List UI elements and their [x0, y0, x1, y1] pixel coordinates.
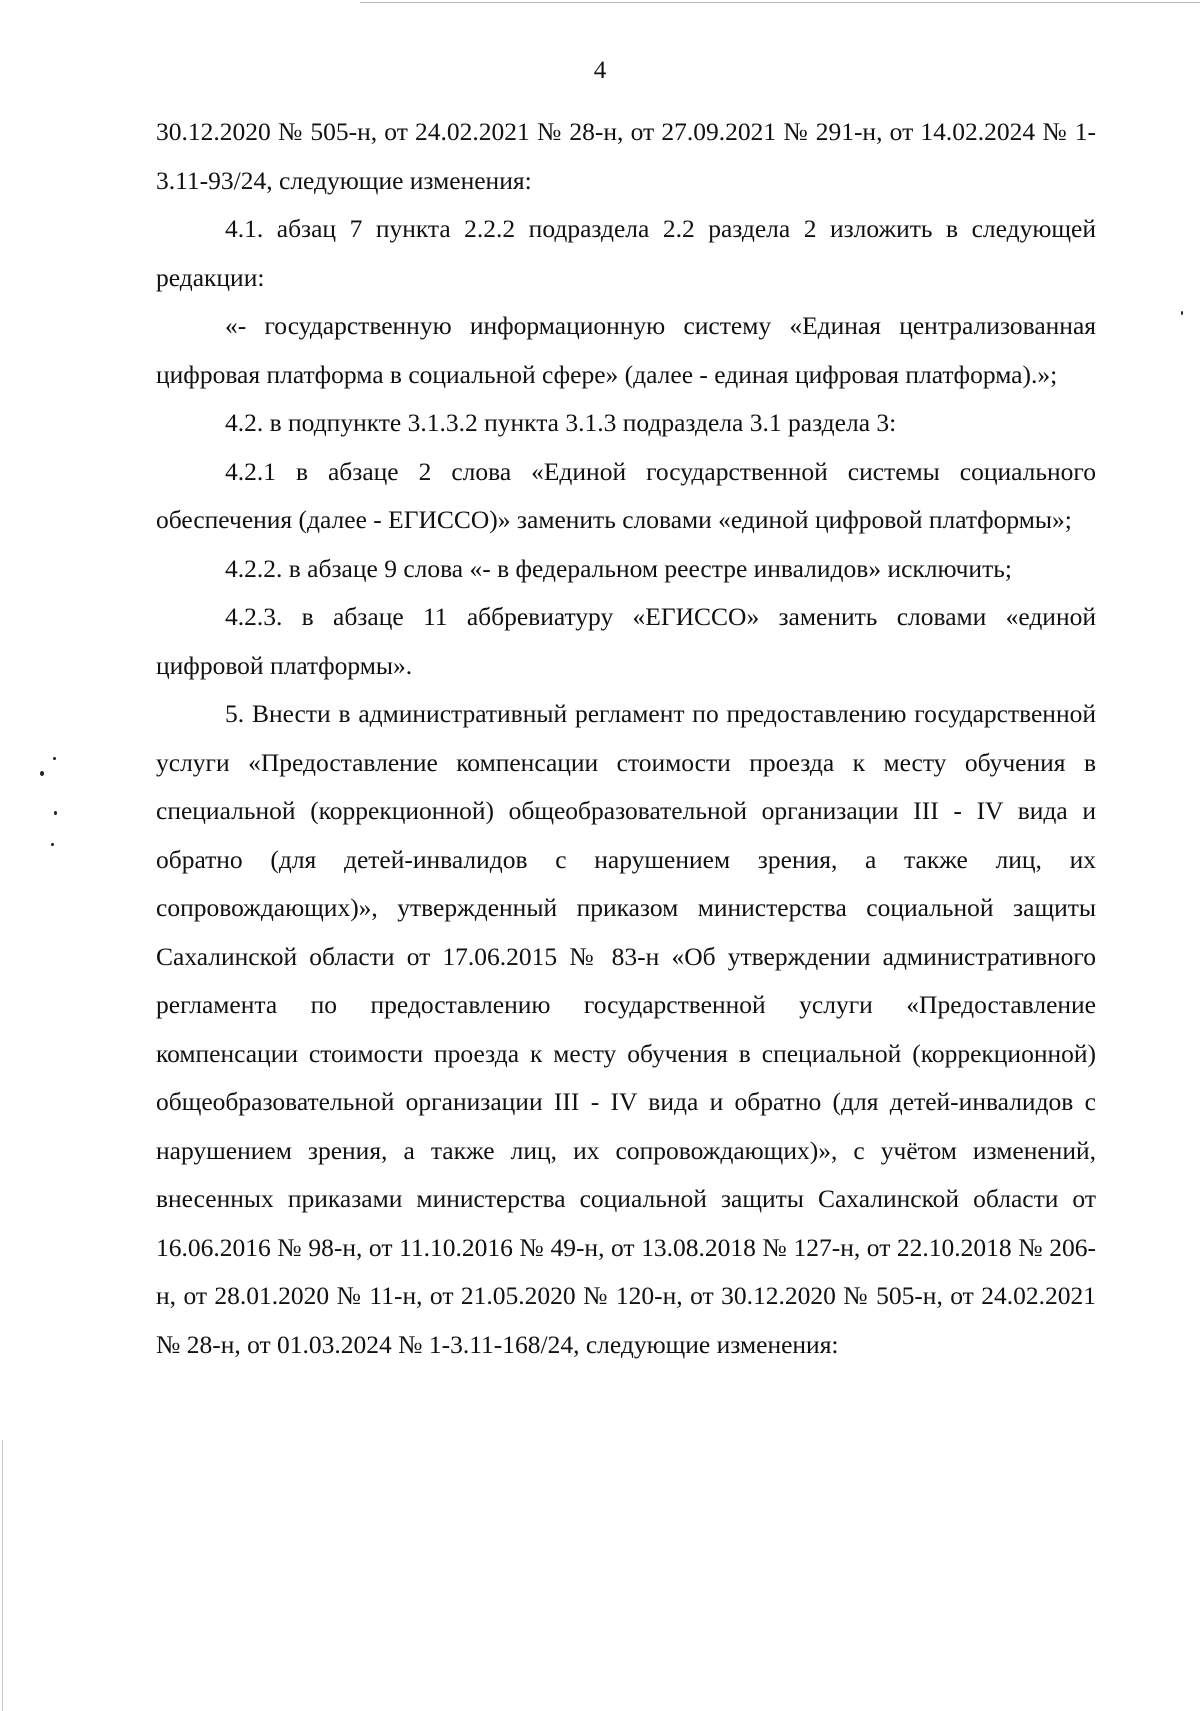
scan-speck — [51, 843, 54, 846]
paragraph-4-1: 4.1. абзац 7 пункта 2.2.2 подраздела 2.2 раздела 2 изложить в следующей редакции: — [156, 214, 1096, 292]
paragraph-4-2-1: 4.2.1 в абзаце 2 слова «Единой государственной системы социального обеспечения (далее - ЕГИССО)» заменить словами «единой цифровой платформы»; — [156, 456, 1096, 534]
scan-speck — [53, 757, 56, 760]
paragraph-continuation: 30.12.2020 № 505-н, от 24.02.2021 № 28-н, от 27.09.2021 № 291-н, от 14.02.2024 № 1-3.11-93/24, следующие изменения: — [156, 117, 1096, 195]
paragraph-4-2-3: 4.2.3. в абзаце 11 аббревиатуру «ЕГИССО» заменить словами «единой цифровой платформы». — [156, 602, 1096, 680]
scan-speck — [40, 771, 44, 776]
scan-speck — [1181, 311, 1183, 315]
page-number: 4 — [593, 57, 607, 84]
paragraph-4-1-quote: «- государственную информационную систему «Единая централизованная цифровая платформа в социальной сфере» (далее - единая цифровая платформа).»; — [156, 311, 1096, 389]
scan-edge-left — [2, 1440, 3, 1711]
scan-edge-top — [360, 2, 1200, 3]
paragraph-5: 5. Внести в административный регламент по предоставлению государственной услуги «Предоставление компенсации стоимости проезда к месту обучения в специальной (коррекционной) общеобразовательной организации III - IV вида и обратно (для детей-инвалидов с нарушением зрения, а также лиц, их сопровождающих)», утвержденный приказом министерства социальной защиты Сахалинской области от 17.06.2015 № 83-н «Об утверждении административного регламента по предоставлению государственной услуги «Предоставление компенсации стоимости проезда к месту обучения в специальной (коррекционной) общеобразовательной организации III - IV вида и обратно (для детей-инвалидов с нарушением зрения, а также лиц, их сопровождающих)», с учётом изменений, внесенных приказами министерства социальной защиты Сахалинской области от 16.06.2016 № 98-н, от 11.10.2016 № 49-н, от 13.08.2018 № 127-н, от 22.10.2018 № 206-н, от 28.01.2020 № 11-н, от 21.05.2020 № 120-н, от 30.12.2020 № 505-н, от 24.02.2021 № 28-н, от 01.03.2024 № 1-3.11-168/24, следующие изменения: — [156, 699, 1096, 1359]
paragraph-4-2: 4.2. в подпункте 3.1.3.2 пункта 3.1.3 подраздела 3.1 раздела 3: — [225, 408, 897, 437]
document-body — [156, 108, 1096, 1369]
paragraph-4-2-2: 4.2.2. в абзаце 9 слова «- в федеральном реестре инвалидов» исключить; — [225, 553, 1012, 583]
scan-speck — [54, 811, 57, 815]
